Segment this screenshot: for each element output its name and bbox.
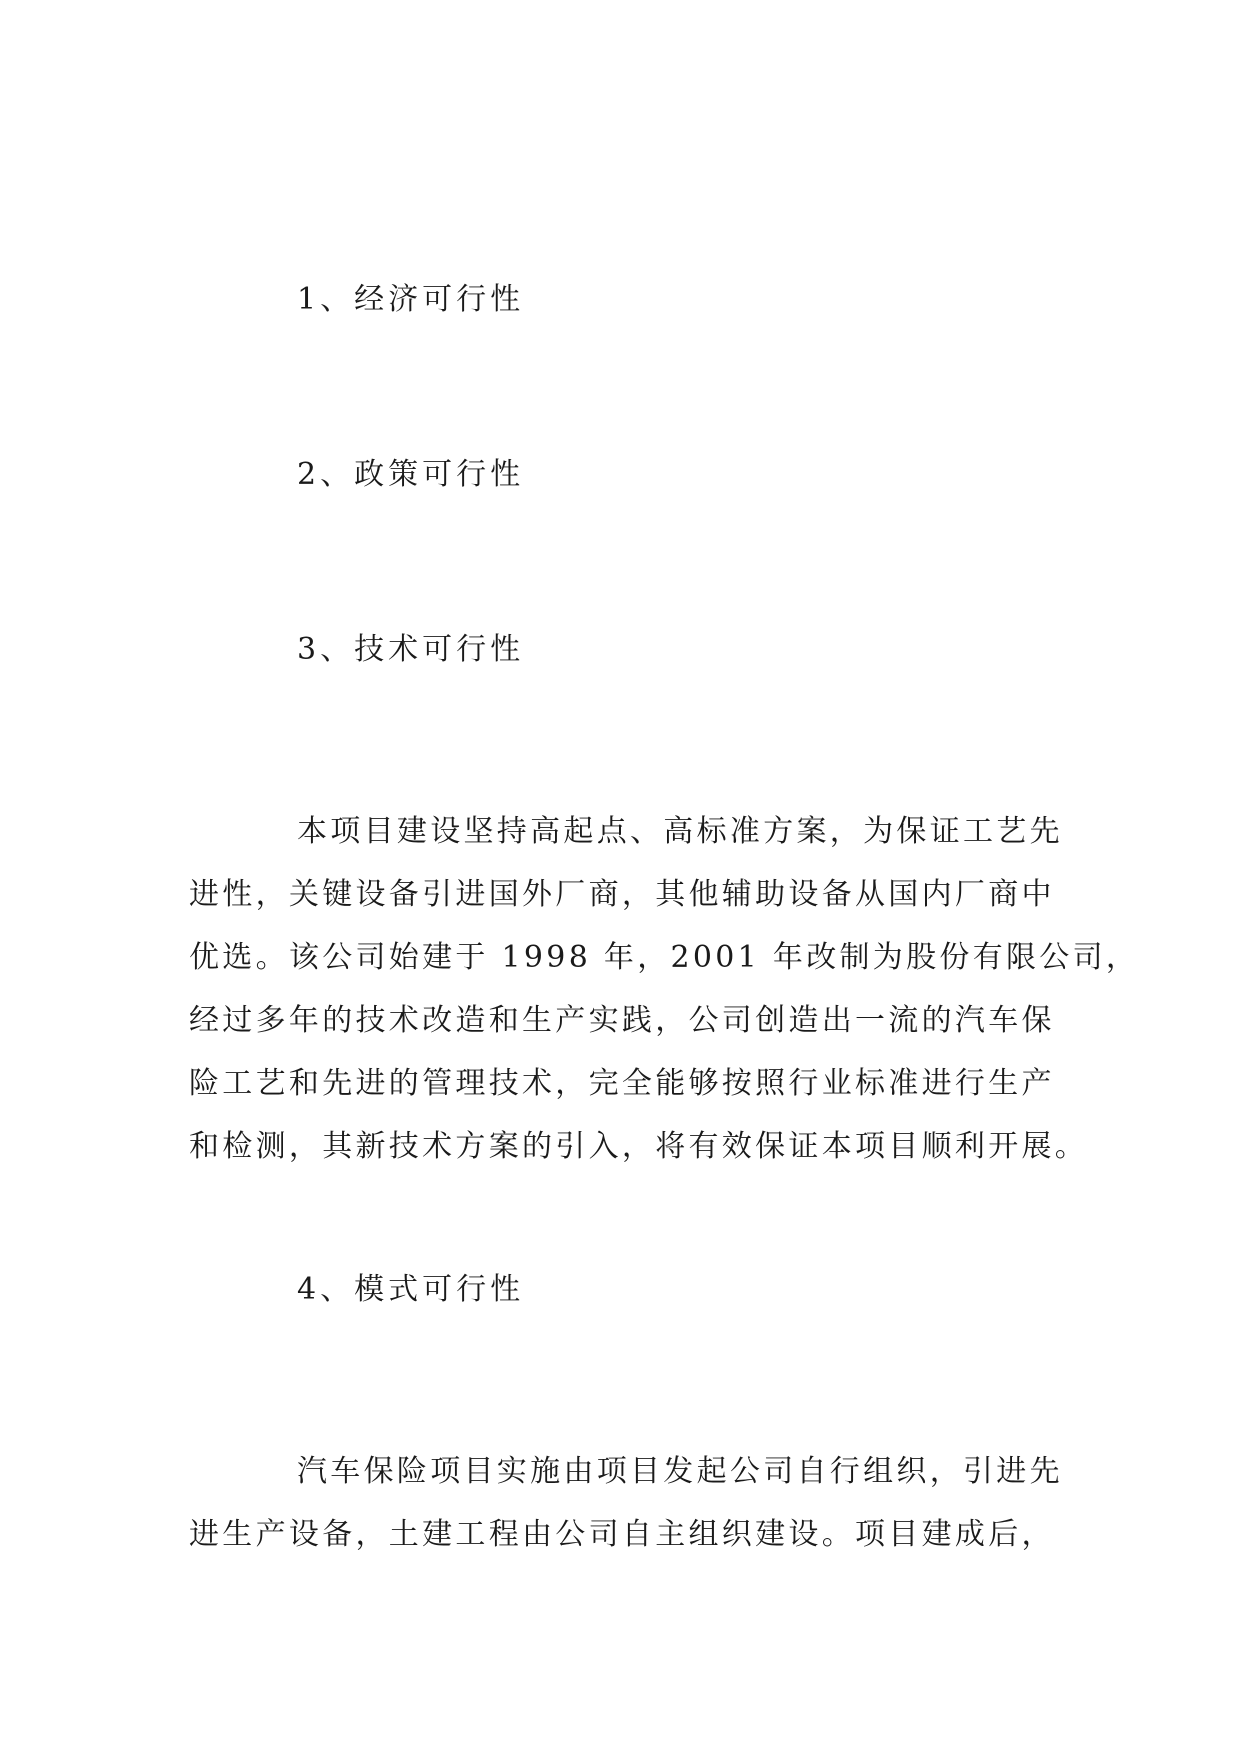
paragraph-line: 和检测，其新技术方案的引入，将有效保证本项目顺利开展。 bbox=[189, 1129, 1089, 1164]
paragraph-line: 进性，关键设备引进国外厂商，其他辅助设备从国内厂商中 bbox=[189, 877, 1055, 912]
paragraph-line: 险工艺和先进的管理技术，完全能够按照行业标准进行生产 bbox=[189, 1066, 1055, 1101]
paragraph-line: 优选。该公司始建于 1998 年，2001 年改制为股份有限公司， bbox=[189, 940, 1140, 975]
section-heading-technical: 3、技术可行性 bbox=[297, 632, 525, 667]
paragraph-line: 进生产设备，土建工程由公司自主组织建设。项目建成后， bbox=[189, 1517, 1055, 1552]
paragraph-line: 本项目建设坚持高起点、高标准方案，为保证工艺先 bbox=[297, 814, 1063, 849]
paragraph-technical bbox=[189, 800, 1140, 1178]
section-heading-policy: 2、政策可行性 bbox=[297, 457, 525, 492]
paragraph-model bbox=[189, 1440, 1063, 1566]
section-heading-model: 4、模式可行性 bbox=[297, 1272, 525, 1307]
paragraph-line: 汽车保险项目实施由项目发起公司自行组织，引进先 bbox=[297, 1454, 1063, 1489]
section-heading-economic: 1、经济可行性 bbox=[297, 282, 525, 317]
paragraph-line: 经过多年的技术改造和生产实践，公司创造出一流的汽车保 bbox=[189, 1003, 1055, 1038]
